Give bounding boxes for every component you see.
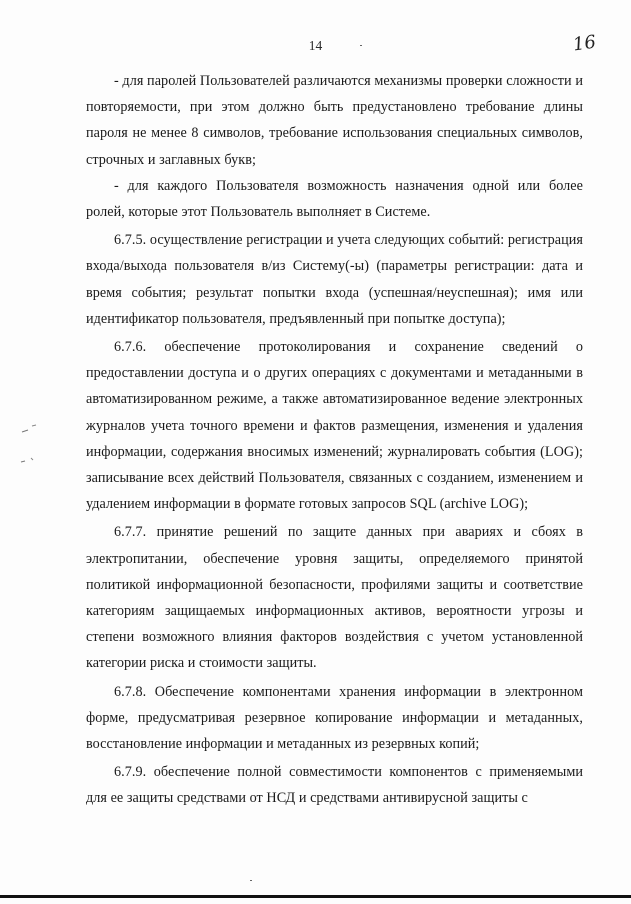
scan-margin-marks xyxy=(18,420,48,480)
paragraph-user-roles: - для каждого Пользователя возможность назначения одной или более ролей, которые этот Пользователь выполняет в Системе. xyxy=(86,177,583,221)
page-number: 14 xyxy=(308,38,323,53)
paragraph-6-7-5: 6.7.5. осуществление регистрации и учета следующих событий: регистрация входа/выхода пользователя в/из Систему(-ы) (параметры регистрации: дата и время события; результат попытки входа (успешная/неуспешная); имя или идентификатор пользователя, предъявленный при попытке доступа); xyxy=(86,232,583,327)
paragraph-6-7-8: 6.7.8. Обеспечение компонентами хранения информации в электронном форме, предусматривая резервное копирование информации и метаданных, восстановление информации и метаданных из резервных копий; xyxy=(86,683,583,753)
paragraph-6-7-9: 6.7.9. обеспечение полной совместимости компонентов с применяемыми для ее защиты средствами от НСД и средствами антивирусной защиты с xyxy=(86,764,583,807)
scan-speck xyxy=(360,45,362,46)
document-body xyxy=(86,68,583,812)
scan-bottom-edge xyxy=(0,895,631,898)
paragraph-6-7-7: 6.7.7. принятие решений по защите данных при авариях и сбоях в электропитании, обеспечение уровня защиты, определяемого принятой политикой информационной безопасности, профилями защиты и соответствие категориям защищаемых информационных активов, вероятности угрозы и степени возможного влияния факторов воздействия с учетом установленной категории риска и стоимости защиты. xyxy=(86,524,583,672)
paragraph-password-complexity: - для паролей Пользователей различаются механизмы проверки сложности и повторяемости, при этом должно быть предустановлено требование длины пароля не менее 8 символов, требование использования специальных символов, строчных и заглавных букв; xyxy=(86,73,583,168)
paragraph-6-7-6: 6.7.6. обеспечение протоколирования и сохранение сведений о предоставлении доступа и о других операциях с документами и метаданными в автоматизированном режиме, а также автоматизированное ведение электронных журналов учета точного времени и фактов размещения, изменения и удаления информации, содержания вносимых изменений; журналировать события (LOG); записывание всех действий Пользователя, связанных с созданием, изменением и удалением информации в формате готовых запросов SQL (archive LOG); xyxy=(86,339,583,513)
handwritten-sheet-number: 16 xyxy=(571,31,598,56)
scan-speck xyxy=(250,880,252,881)
